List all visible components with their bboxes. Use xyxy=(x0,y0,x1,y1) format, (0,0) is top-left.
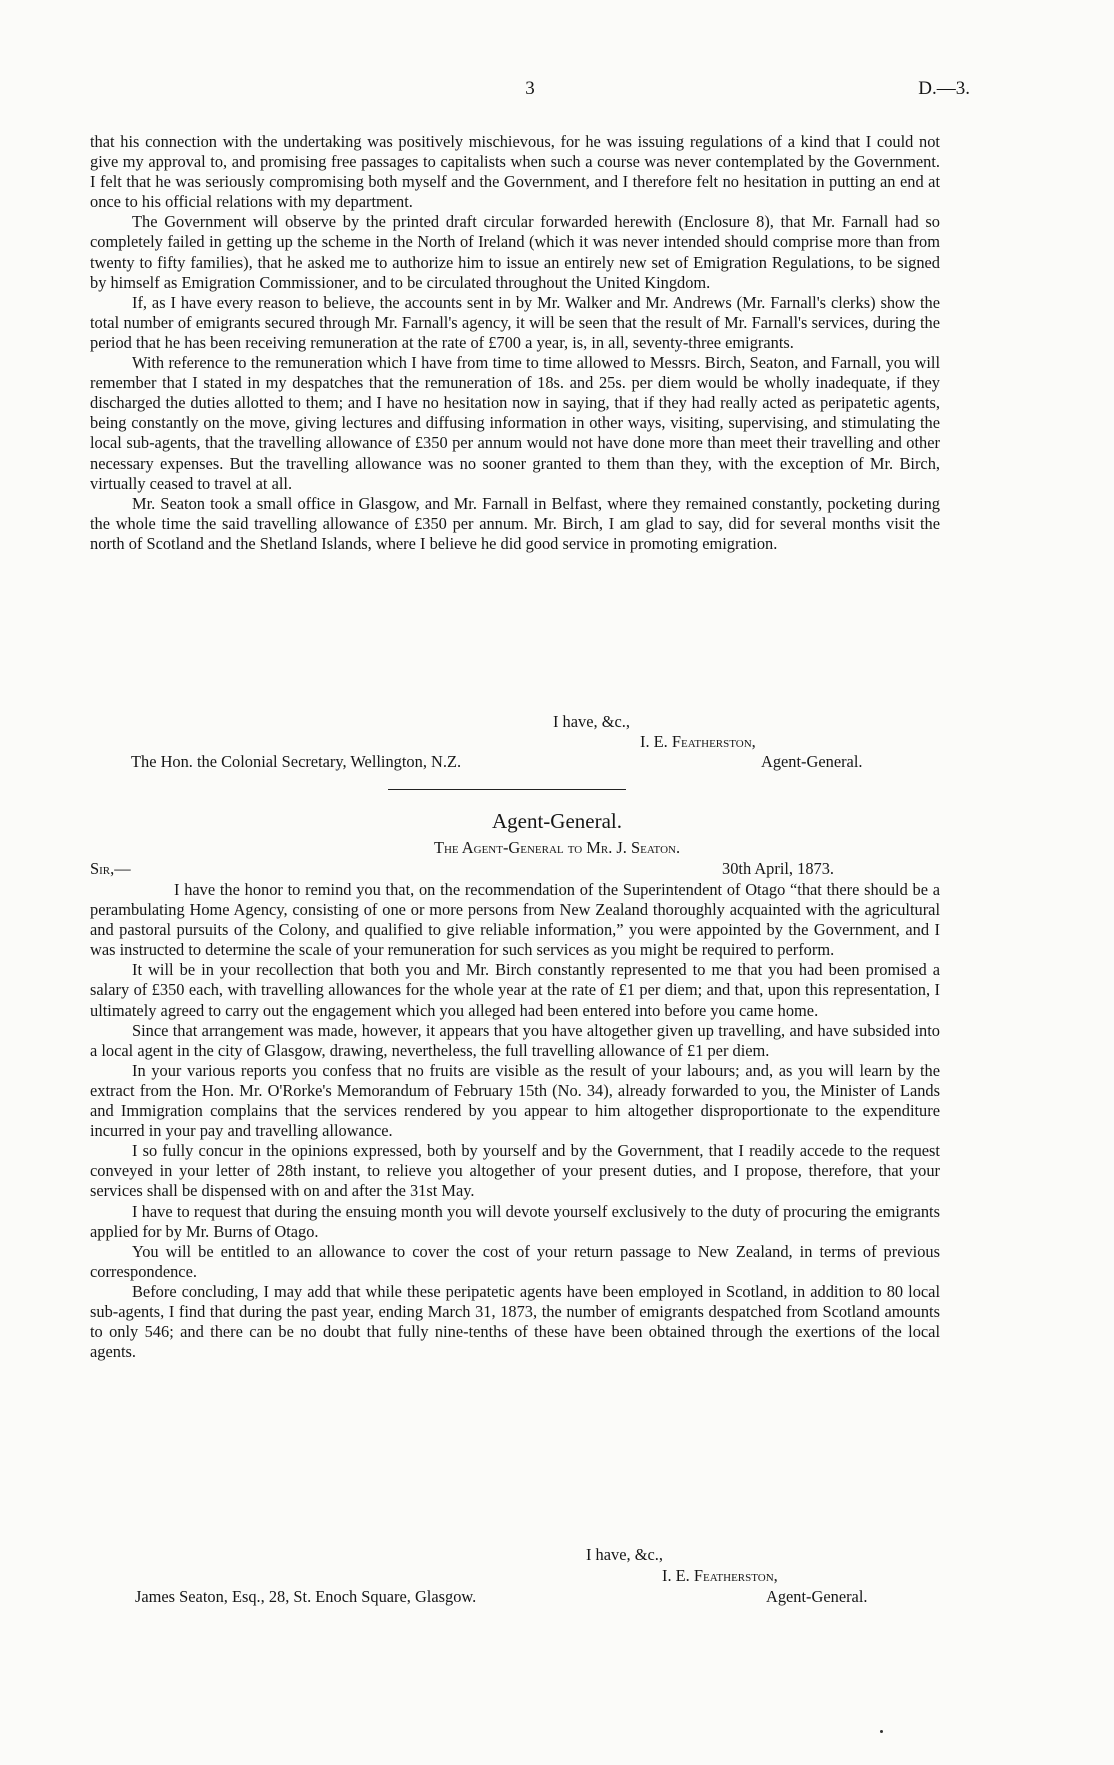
paragraph: Since that arrangement was made, however, it appears that you have altogether given up travelling, and have subsided into a local agent in the city of Glasgow, drawing, nevertheless, the full travelling allowance of £1 per diem. xyxy=(90,1020,940,1060)
page-number: 3 xyxy=(525,78,535,99)
paragraph: Before concluding, I may add that while these peripatetic agents have been employed in Scotland, in addition to 80 local sub-agents, I find that during the past year, ending March 31, 1873, the number of emigrants despatched from Scotland amounts to only 546; and there can be no doubt that fully nine-tenths of these have been obtained through the exertions of the local agents. xyxy=(90,1281,940,1362)
paragraph: that his connection with the undertaking was positively mischievous, for he was issuing regulations of a kind that I could not give my approval to, and promising free passages to capitalists when such a course was never contemplated by the Government. I felt that he was seriously compromising both myself and the Government, and I therefore felt no hesitation in putting an end at once to his official relations with my department. xyxy=(90,132,940,212)
signature-title: Agent-General. xyxy=(761,752,863,771)
enclosure-addressee: James Seaton, Esq., 28, St. Enoch Square, Glasgow. xyxy=(135,1587,477,1606)
page-header xyxy=(90,78,970,108)
letter-body xyxy=(90,132,940,554)
document-reference: D.—3. xyxy=(918,78,970,99)
enclosure-closing: I have, &c., xyxy=(586,1545,663,1564)
letter-addressee: The Hon. the Colonial Secretary, Wellington, N.Z. xyxy=(131,752,462,771)
paragraph: Mr. Seaton took a small office in Glasgow, and Mr. Farnall in Belfast, where they remained constantly, pocketing during the whole time the said travelling allowance of £350 per annum. Mr. Birch, I am glad to say, did for several months visit the north of Scotland and the Shetland Islands, where I believe he did good service in promoting emigration. xyxy=(90,493,940,553)
paragraph: It will be in your recollection that both you and Mr. Birch constantly represented to me that you had been promised a salary of £350 each, with travelling allowances for the whole year at the rate of £1 per diem; and that, upon this representation, I ultimately agreed to carry out the engagement which you alleged had been entered into before you came home. xyxy=(90,960,940,1020)
section-divider xyxy=(388,789,626,790)
enclosure-subtitle: The Agent-General to Mr. J. Seaton. xyxy=(433,838,681,857)
letter-closing: I have, &c., xyxy=(553,712,630,731)
enclosure-signature-name: I. E. Featherston, xyxy=(662,1566,778,1585)
letter-date: 30th April, 1873. xyxy=(722,859,835,878)
stray-mark xyxy=(880,1730,883,1733)
paragraph: I so fully concur in the opinions expressed, both by yourself and by the Government, that I readily accede to the request conveyed in your letter of 28th instant, to relieve you altogether of your present duties, and I propose, therefore, that your services shall be dispensed with on and after the 31st May. xyxy=(90,1141,940,1201)
salutation: Sir,— xyxy=(90,859,131,878)
paragraph: With reference to the remuneration which I have from time to time allowed to Messrs. Birch, Seaton, and Farnall, you will remember that I stated in my despatches that the remuneration of 18s. and 25s. per diem would be wholly inadequate, if they discharged the duties allotted to them; and I have no hesitation now in saying, that if they had really acted as peripatetic agents, being constantly on the move, giving lectures and diffusing information in other ways, visiting, supervising, and stimulating the local sub-agents, that the travelling allowance of £350 per annum would not have done more than meet their travelling and other necessary expenses. But the travelling allowance was no sooner granted to them than they, with the exception of Mr. Birch, virtually ceased to travel at all. xyxy=(90,353,940,493)
paragraph: I have the honor to remind you that, on the recommendation of the Superintendent of Otago “that there should be a perambulating Home Agency, consisting of one or more persons from New Zealand thoroughly acquainted with the agricultural and pastoral pursuits of the Colony, and qualified to give reliable information,” you were appointed by the Government, and I was instructed to determine the scale of your remuneration for such services as you might be required to perform. xyxy=(90,880,940,960)
enclosure-title: Agent-General. xyxy=(491,809,623,833)
paragraph: You will be entitled to an allowance to cover the cost of your return passage to New Zealand, in terms of previous correspondence. xyxy=(90,1241,940,1281)
paragraph: I have to request that during the ensuing month you will devote yourself exclusively to the duty of procuring the emigrants applied for by Mr. Burns of Otago. xyxy=(90,1201,940,1241)
signature-name: I. E. Featherston, xyxy=(640,732,756,751)
paragraph: In your various reports you confess that no fruits are visible as the result of your labours; and, as you will learn by the extract from the Hon. Mr. O'Rorke's Memorandum of February 15th (No. 34), already forwarded to you, the Minister of Lands and Immigration complains that the services rendered by you appear to him altogether disproportionate to the expenditure incurred in your pay and travelling allowance. xyxy=(90,1060,940,1141)
enclosure-body xyxy=(90,880,940,1362)
enclosure-signature-title: Agent-General. xyxy=(766,1587,868,1606)
paragraph: If, as I have every reason to believe, the accounts sent in by Mr. Walker and Mr. Andrews (Mr. Farnall's clerks) show the total number of emigrants secured through Mr. Farnall's agency, it will be seen that the result of Mr. Farnall's services, during the period that he has been receiving remuneration at the rate of £700 a year, is, in all, seventy-three emigrants. xyxy=(90,292,940,352)
paragraph: The Government will observe by the printed draft circular forwarded herewith (Enclosure 8), that Mr. Farnall had so completely failed in getting up the scheme in the North of Ireland (which it was never intended should comprise more than from twenty to fifty families), that he asked me to authorize him to issue an entirely new set of Emigration Regulations, to be signed by himself as Emigration Commissioner, and to be circulated throughout the United Kingdom. xyxy=(90,212,940,292)
